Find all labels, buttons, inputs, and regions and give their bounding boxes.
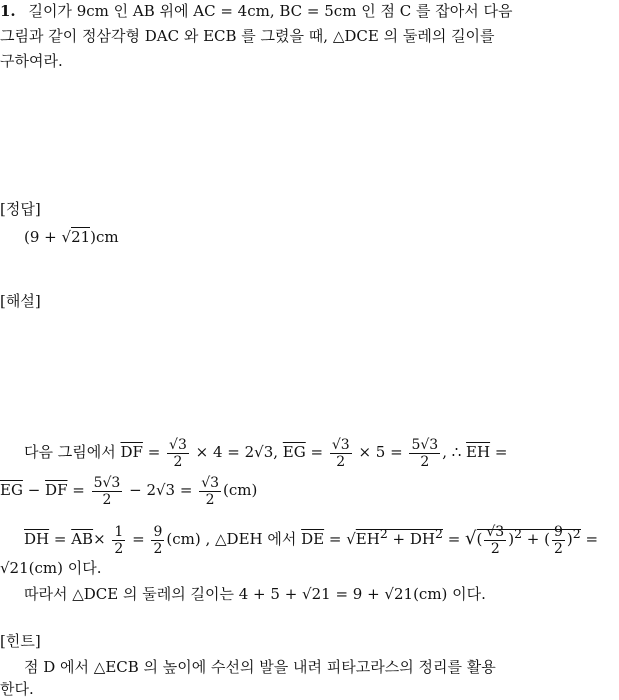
text: × 4 = 2√3,	[190, 443, 283, 461]
text: =	[580, 530, 599, 548]
fraction-9-over-2: $\frac{9}{2}$	[153, 523, 163, 557]
text: (cm)	[223, 481, 258, 499]
fraction-sqrt3-over-2: $\frac{√3}{2}$	[169, 436, 187, 470]
text: =	[142, 443, 166, 461]
hint-line-2: 한다.	[0, 680, 34, 698]
answer-root: 21	[71, 228, 91, 246]
hint-line-1: 점 D 에서 △ECB 의 높이에 수선의 발을 내려 피타고라스의 정리를 활용	[24, 658, 496, 676]
sqrt-eh2-dh2: $√EH^2 + \overline{DH}^2$	[346, 526, 443, 548]
text: =	[442, 530, 466, 548]
explanation-line-5: 따라서 △DCE 의 둘레의 길이는 4 + 5 + √21 = 9 + √21(cm) 이다.	[24, 585, 486, 603]
fraction-sqrt3-over-2: $\frac{√3}{2}$	[331, 436, 350, 470]
problem-number: 1.	[0, 2, 16, 20]
text: (cm) , △DEH 에서	[166, 530, 302, 548]
segment-dh: $\overline{DH}$	[24, 530, 50, 548]
text: =	[324, 530, 347, 548]
text: =	[127, 530, 150, 548]
sqrt-sum-of-squares: √( $\frac{√3}{2}$ )$^2$ + ( $\frac{9}{2}$ )$^2$	[465, 523, 581, 557]
fraction-sqrt3-over-2: $\frac{√3}{2}$	[201, 474, 220, 508]
answer-suffix: )cm	[90, 228, 119, 246]
fraction-1-over-2: $\frac{1}{2}$	[114, 523, 124, 557]
text: =	[305, 443, 328, 461]
explanation-line-1	[24, 432, 507, 472]
problem-line-1	[0, 0, 512, 22]
fraction-5sqrt3-over-2: $\frac{5√3}{2}$	[93, 474, 121, 508]
text: − 2√3 =	[124, 481, 198, 499]
text: 다음 그림에서	[24, 443, 121, 461]
segment-ab: $\overline{AB}$	[71, 530, 94, 548]
segment-df: $\overline{DF}$	[45, 481, 68, 499]
text: −	[22, 481, 46, 499]
answer-header: [정답]	[0, 200, 41, 218]
segment-de: $\overline{DE}$	[301, 530, 325, 548]
answer-prefix: (9 +	[24, 228, 62, 246]
hint-header: [힌트]	[0, 632, 41, 650]
problem-line-2: 그림과 같이 정삼각형 DAC 와 ECB 를 그렸을 때, △DCE 의 둘레의 길이를	[0, 27, 495, 45]
text: =	[49, 530, 72, 548]
fraction-5sqrt3-over-2: $\frac{5√3}{2}$	[411, 436, 439, 470]
text: × 5 =	[353, 443, 408, 461]
problem-line-3: 구하여라.	[0, 52, 63, 70]
text: =	[67, 481, 90, 499]
explanation-header: [해설]	[0, 292, 41, 310]
answer-value: (9 + √21)cm	[24, 228, 119, 246]
problem-text-1: 길이가 9cm 인 AB 위에 AC = 4cm, BC = 5cm 인 점 C 를 잡아서 다음	[28, 2, 513, 20]
text: =	[490, 443, 508, 461]
text: , ∴	[442, 443, 467, 461]
segment-eg: $\overline{EG}$	[0, 481, 23, 499]
segment-df: $\overline{DF}$	[120, 443, 143, 461]
segment-eh: $\overline{EH}$	[466, 443, 491, 461]
explanation-line-2	[0, 470, 257, 510]
explanation-line-3	[24, 510, 598, 563]
explanation-line-4: √21(cm) 이다.	[0, 559, 102, 577]
text: ×	[93, 530, 111, 548]
segment-eg: $\overline{EG}$	[282, 443, 306, 461]
